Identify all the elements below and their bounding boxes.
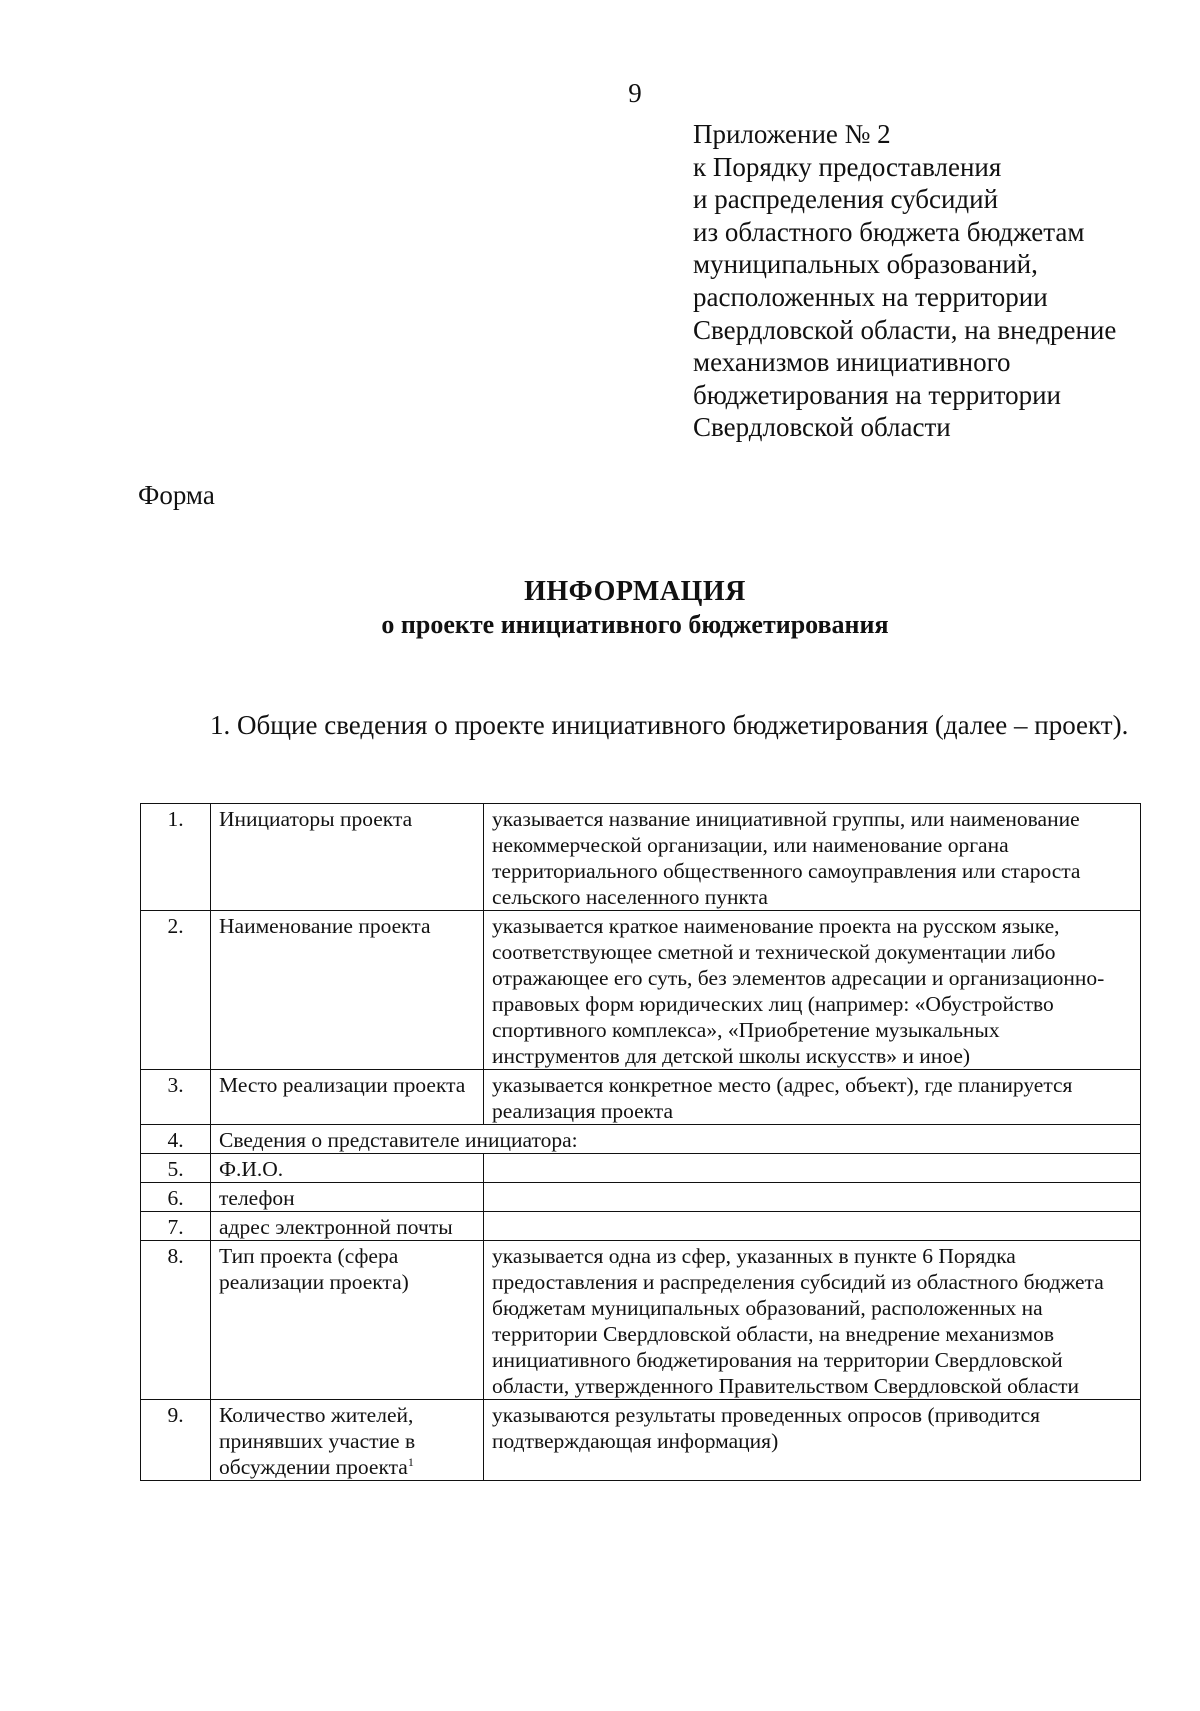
row-name: адрес электронной почты (211, 1212, 484, 1241)
form-label: Форма (138, 480, 215, 510)
row-name: Тип проекта (сфера реализации проекта) (211, 1241, 484, 1400)
row-description (484, 1154, 1141, 1183)
page-number: 9 (628, 78, 642, 108)
row-name: Сведения о представителе инициатора: (211, 1125, 1141, 1154)
appendix-line: Свердловской области (693, 412, 951, 443)
table-row (141, 1125, 1141, 1154)
row-description (484, 1212, 1141, 1241)
table-row (141, 1212, 1141, 1241)
table-row (141, 1154, 1141, 1183)
row-description (484, 1183, 1141, 1212)
appendix-line: бюджетирования на территории (693, 379, 1062, 410)
appendix-line: Приложение № 2 (693, 119, 891, 149)
row-name: Наименование проекта (211, 911, 484, 1070)
section-heading: 1. Общие сведения о проекте инициативного бюджетирования (далее – проект). (210, 710, 1129, 740)
table-row (141, 911, 1141, 1070)
appendix-line: к Порядку предоставления (693, 151, 1002, 182)
appendix-line: и распределения субсидий (693, 184, 999, 215)
row-number: 6. (141, 1183, 211, 1212)
appendix-header (693, 118, 1193, 444)
row-name (211, 1400, 484, 1481)
row-number: 4. (141, 1125, 211, 1154)
row-description: указывается конкретное место (адрес, объект), где планируется реализация проекта (484, 1070, 1141, 1125)
table-row (141, 1241, 1141, 1400)
appendix-line: из областного бюджета бюджетам (693, 216, 1085, 247)
footnote-mark: 1 (407, 1454, 414, 1469)
row-number: 3. (141, 1070, 211, 1125)
appendix-line: механизмов инициативного (693, 347, 1011, 378)
document-subtitle: о проекте инициативного бюджетирования (381, 610, 889, 639)
row-number: 9. (141, 1400, 211, 1481)
row-description: указывается название инициативной группы, или наименование некоммерческой организации, или наименование органа территориального общественного самоуправления или староста сельского населенного пункта (484, 804, 1141, 911)
table-row (141, 1070, 1141, 1125)
row-name: телефон (211, 1183, 484, 1212)
row-description: указывается краткое наименование проекта на русском языке, соответствующее сметной и технической документации либо отражающее его суть, без элементов адресации и организационно-правовых форм юридических лиц (например: «Обустройство спортивного комплекса», «Приобретение музыкальных инструментов для детской школы искусств» и иное) (484, 911, 1141, 1070)
appendix-line: расположенных на территории (693, 281, 1048, 312)
row-name: Ф.И.О. (211, 1154, 484, 1183)
row-number: 2. (141, 911, 211, 1070)
row-description: указывается одна из сфер, указанных в пункте 6 Порядка предоставления и распределения субсидий из областного бюджета бюджетам муниципальных образований, расположенных на территории Свердловской области, на внедрение механизмов инициативного бюджетирования на территории Свердловской области, утвержденного Правительством Свердловской области (484, 1241, 1141, 1400)
table-row (141, 804, 1141, 911)
project-info-table (140, 803, 1141, 1481)
row-number: 1. (141, 804, 211, 911)
table-row (141, 1400, 1141, 1481)
row-name-text: Количество жителей, принявших участие в обсуждении проекта (219, 1403, 416, 1479)
table-row (141, 1183, 1141, 1212)
row-name: Инициаторы проекта (211, 804, 484, 911)
row-number: 7. (141, 1212, 211, 1241)
appendix-line: Свердловской области, на внедрение (693, 314, 1117, 345)
appendix-line: муниципальных образований, (693, 249, 1038, 280)
row-description: указываются результаты проведенных опросов (приводится подтверждающая информация) (484, 1400, 1141, 1481)
row-name: Место реализации проекта (211, 1070, 484, 1125)
row-number: 8. (141, 1241, 211, 1400)
row-number: 5. (141, 1154, 211, 1183)
document-title: ИНФОРМАЦИЯ (524, 576, 746, 607)
